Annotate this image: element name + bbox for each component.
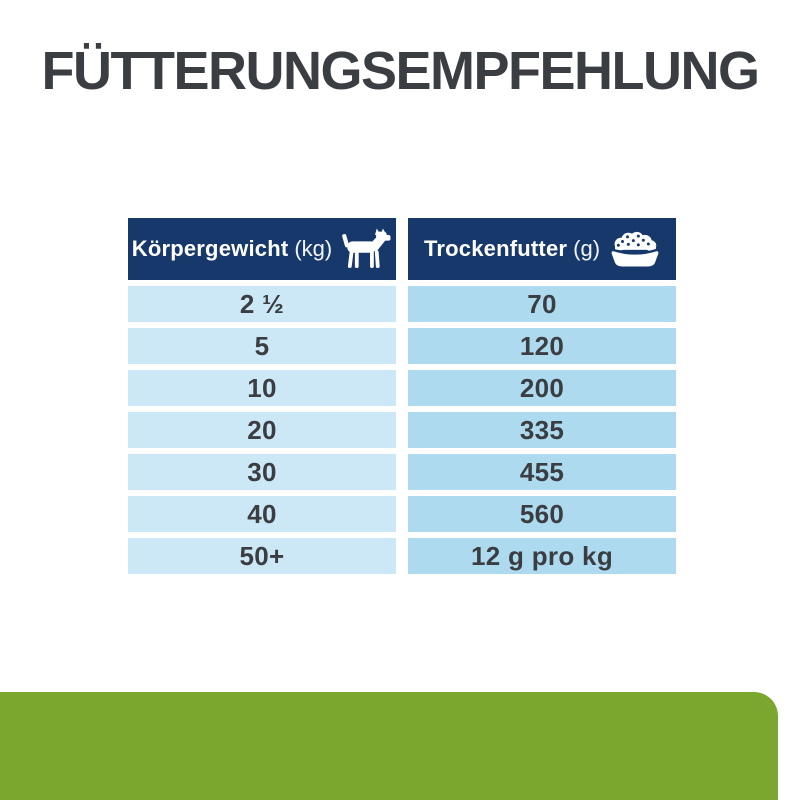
amount-cell: 560 [408, 496, 676, 532]
amount-cell: 120 [408, 328, 676, 364]
weight-cell: 5 [128, 328, 396, 364]
food-header-label: Trockenfutter [423, 236, 568, 261]
amount-cell: 455 [408, 454, 676, 490]
table-row [128, 370, 676, 406]
dog-icon [342, 228, 392, 270]
weight-cell: 10 [128, 370, 396, 406]
weight-cell: 20 [128, 412, 396, 448]
table-header-row [128, 218, 676, 280]
kibble-bowl-icon [610, 229, 660, 269]
amount-cell: 70 [408, 286, 676, 322]
table-row [128, 412, 676, 448]
amount-cell: 12 g pro kg [408, 538, 676, 574]
food-header-unit: (g) [573, 236, 601, 261]
page-title: FÜTTERUNGSEMPFEHLUNG [41, 41, 759, 101]
amount-cell: 335 [408, 412, 676, 448]
table-row [128, 496, 676, 532]
weight-header-label: Körpergewicht [131, 236, 289, 261]
weight-cell: 2 ½ [128, 286, 396, 322]
weight-cell: 30 [128, 454, 396, 490]
weight-cell: 50+ [128, 538, 396, 574]
amount-cell: 200 [408, 370, 676, 406]
table-row [128, 454, 676, 490]
weight-header-cell [128, 218, 396, 280]
food-header-cell [408, 218, 676, 280]
weight-cell: 40 [128, 496, 396, 532]
table-row [128, 286, 676, 322]
weight-header-unit: (kg) [294, 236, 333, 261]
table-row [128, 538, 676, 574]
table-row [128, 328, 676, 364]
green-footer-bar [0, 692, 778, 800]
feeding-table [128, 218, 676, 580]
